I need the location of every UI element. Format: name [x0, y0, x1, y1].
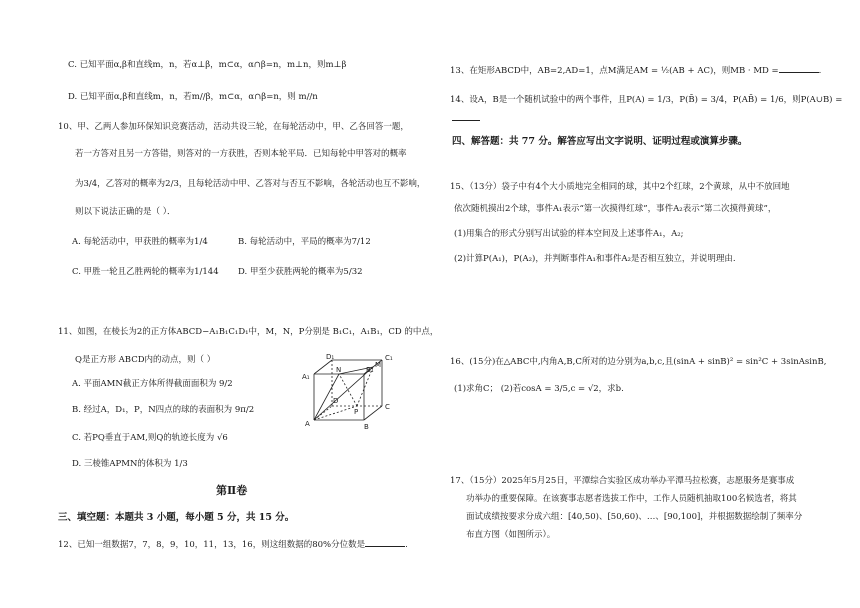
q16-parts: (1)求角C； (2)若cosA = 3/5,c = √2，求b.: [454, 384, 624, 394]
q10-stem-2: 若一方答对且另一方答错，则答对的一方获胜，否则本轮平局．已知每轮中甲答对的概率: [75, 149, 407, 159]
q15-stem-2: 依次随机摸出2个球，事件A₁表示“第一次摸得红球”，事件A₂表示“第二次摸得黄球”，: [454, 204, 777, 214]
q15-part-2: (2)计算P(A₁)，P(A₂)，并判断事件A₁和事件A₂是否相互独立，并说明理由.: [454, 254, 736, 264]
q11-option-b: B. 经过A，D₁，P，N四点的球的表面积为 9π/2: [72, 405, 255, 415]
label-p: P: [354, 408, 359, 416]
label-d: D: [333, 397, 339, 405]
q10-option-d: D. 甲至少获胜两轮的概率为5/32: [238, 267, 363, 277]
q12-stem: 12、已知一组数据7，7，8，9，10，11，13，16，则这组数据的80%分位数是: [58, 540, 366, 550]
q11-option-a: A. 平面AMN截正方体所得截面面积为 9/2: [72, 379, 233, 389]
section-answer-heading: 四、解答题：共 77 分。解答应写出文字说明、证明过程或演算步骤。: [452, 136, 748, 147]
q9-option-d: D. 已知平面α,β和直线m，n，若m//β，m⊂α，α∩β=n，则 m//n: [68, 92, 318, 102]
q14-text: 14、设A，B是一个随机试验中的两个事件，且P(A) = 1/3，P(B̄) = 3/4，P(AB̄) = 1/6，则P(A∪B) =: [450, 95, 843, 105]
q13-answer-blank[interactable]: [779, 63, 819, 73]
q15-stem-1: 15、（13分）袋子中有4个大小质地完全相同的球，其中2个红球，2个黄球，从中不放回地: [450, 182, 790, 192]
q11-stem-2: Q是正方形 ABCD内的动点，则（ ）: [75, 355, 216, 365]
q10-stem-4: 则以下说法正确的是（ ）．: [75, 207, 176, 217]
q13-text: 13、在矩形ABCD中，AB=2,AD=1，点M满足AM = ½(AB + AC)，则MB · MD = .: [450, 63, 821, 77]
q15-part-1: (1)用集合的形式分别写出试验的样本空间及上述事件A₁，A₂;: [454, 229, 684, 239]
q17-stem-4: 布直方图（如图所示）。: [466, 530, 556, 540]
cube-figure: [302, 352, 402, 430]
q11-option-c: C. 若PQ垂直于AM,则Q的轨迹长度为 √6: [72, 433, 228, 443]
q11-stem-1: 11、如图，在棱长为2的正方体ABCD−A₁B₁C₁D₁中，M，N，P分别是 B₁C₁，A₁B₁，CD 的中点，: [58, 327, 439, 337]
q14-answer-blank[interactable]: [452, 111, 480, 125]
q16-stem: 16、(15分)在△ABC中,内角A,B,C所对的边分别为a,b,c,且(sinA + sinB)² = sin²C + 3sinAsinB,: [450, 357, 827, 367]
q11-option-d: D. 三棱锥APMN的体积为 1/3: [72, 459, 188, 469]
q10-option-c: C. 甲胜一轮且乙胜两轮的概率为1/144: [72, 267, 219, 277]
q17-stem-3: 面试成绩按要求分成六组：[40,50)、[50,60)、…、[90,100]，并根据数据绘制了频率分: [466, 512, 803, 522]
label-c: C: [385, 403, 390, 411]
q10-stem-3: 为3/4，乙答对的概率为2/3，且每轮活动中甲、乙答对与否互不影响，各轮活动也互不影响，: [75, 179, 426, 189]
q12-answer-blank[interactable]: [365, 537, 405, 547]
q9-option-c: C. 已知平面α,β和直线m，n，若α⊥β，m⊂α，α∩β=n，m⊥n，则m⊥β: [68, 60, 347, 70]
q10-option-a: A. 每轮活动中，甲获胜的概率为1/4: [72, 237, 208, 247]
label-a: A: [305, 420, 310, 428]
label-a1: A₁: [302, 373, 310, 381]
q10-option-b: B. 每轮活动中，平局的概率为7/12: [238, 237, 371, 247]
label-c1: C₁: [385, 354, 393, 362]
q17-stem-2: 功举办的重要保障。在该赛事志愿者选拔工作中，工作人员随机抽取100名候选者，将其: [466, 494, 797, 504]
q12-text: 12、已知一组数据7，7，8，9，10，11，13，16，则这组数据的80%分位数是 .: [58, 537, 408, 551]
q10-stem-1: 10、甲、乙两人参加环保知识竞赛活动，活动共设三轮，在每轮活动中，甲、乙各回答一题，: [58, 122, 409, 132]
section-fill-blank-heading: 三、填空题：本题共 3 小题，每小题 5 分，共 15 分。: [58, 512, 295, 523]
q17-stem-1: 17、（15分）2025年5月25日，平潭综合实验区成功举办平潭马拉松赛，志愿服务是赛事成: [450, 476, 795, 486]
label-b1: B₁: [366, 366, 374, 374]
label-d1: D₁: [326, 353, 335, 361]
label-n: N: [336, 366, 342, 374]
part-two-heading: 第Ⅱ卷: [216, 484, 248, 497]
label-b: B: [364, 423, 369, 430]
q13-stem: 13、在矩形ABCD中，AB=2,AD=1，点M满足AM = ½(AB + AC)，则MB · MD =: [450, 66, 779, 76]
label-m: M: [375, 361, 382, 369]
